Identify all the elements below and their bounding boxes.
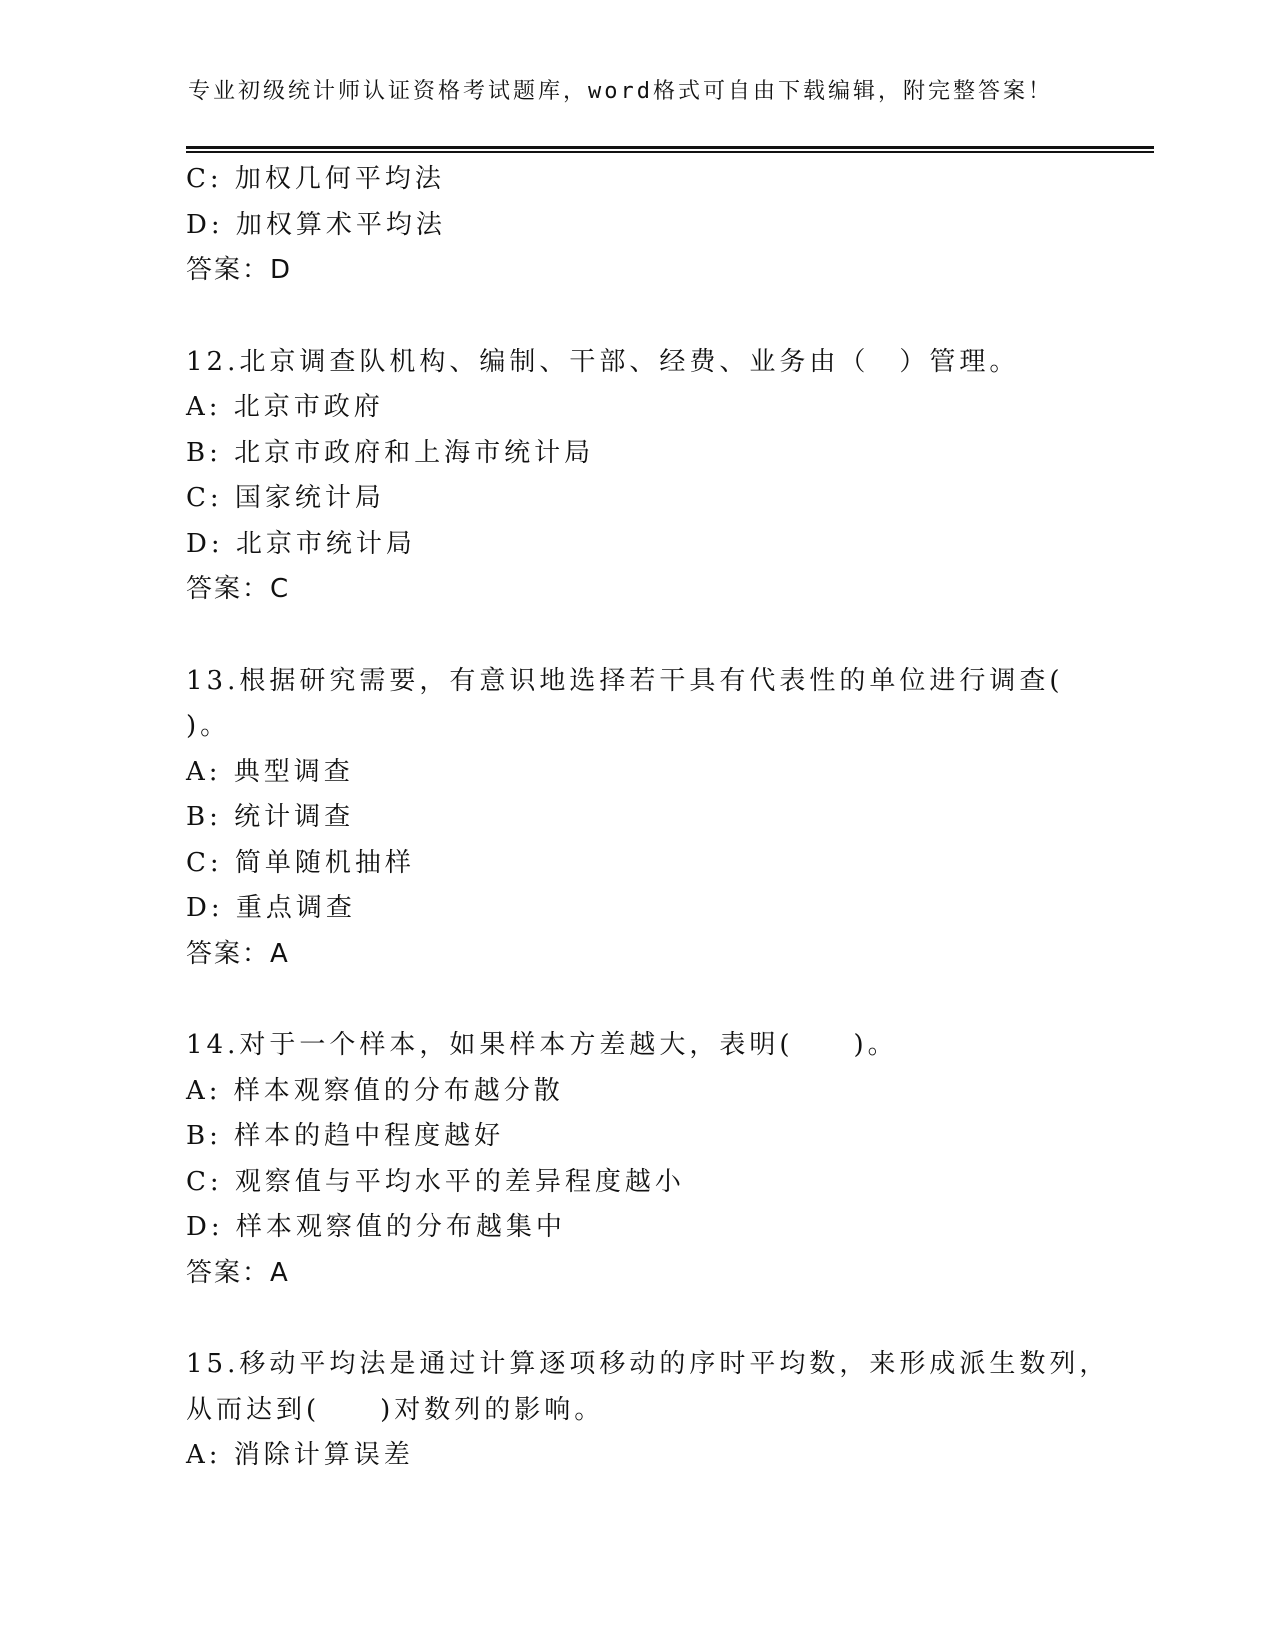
option-a: A: 北京市政府 [186,392,384,422]
answer-line: 答案：D [186,255,293,285]
question-stem: 12.北京调查队机构、编制、干部、经费、业务由（ ）管理。 [186,346,1020,377]
question-stem: 14.对于一个样本，如果样本方差越大，表明( )。 [186,1030,898,1060]
option-a: A: 典型调查 [186,756,354,787]
document-body [186,157,1110,1479]
question-11-continuation [186,157,1086,294]
option-d: D: 样本观察值的分布越集中 [186,1212,566,1242]
option-d: D: 加权算术平均法 [186,209,446,240]
question-15 [186,1342,1110,1479]
answer-line: 答案：A [186,1257,290,1288]
question-stem: 13.根据研究需要，有意识地选择若干具有代表性的单位进行调查( [186,665,1064,696]
option-d: D: 重点调查 [186,893,356,923]
option-b: B: 样本的趋中程度越好 [186,1121,505,1151]
header-rule-thick [186,146,1154,149]
spacer [186,294,1086,340]
question-12 [186,340,1086,613]
spacer [186,613,1086,659]
question-stem-continued: 从而达到( )对数列的影响。 [186,1394,605,1425]
option-b: B: 统计调查 [186,802,355,832]
spacer [186,977,1086,1023]
option-c: C: 观察值与平均水平的差异程度越小 [186,1166,685,1197]
answer-line: 答案：A [186,938,290,969]
spacer [186,1296,1086,1342]
page-header: 专业初级统计师认证资格考试题库，word格式可自由下载编辑，附完整答案！ [188,79,1053,104]
option-a: A: 消除计算误差 [186,1440,414,1470]
answer-line: 答案：C [186,574,291,604]
option-a: A: 样本观察值的分布越分散 [186,1075,564,1106]
option-b: B: 北京市政府和上海市统计局 [186,437,595,468]
question-14 [186,1023,1086,1296]
question-stem: 15.移动平均法是通过计算逐项移动的序时平均数，来形成派生数列， [186,1349,1110,1379]
option-c: C: 加权几何平均法 [186,164,445,194]
option-c: C: 简单随机抽样 [186,847,415,878]
header-rule-thin [186,151,1154,153]
option-c: C: 国家统计局 [186,483,385,513]
question-13 [186,659,1086,978]
header-double-rule [186,146,1154,153]
question-stem-continued: )。 [186,711,231,741]
option-d: D: 北京市统计局 [186,528,416,559]
